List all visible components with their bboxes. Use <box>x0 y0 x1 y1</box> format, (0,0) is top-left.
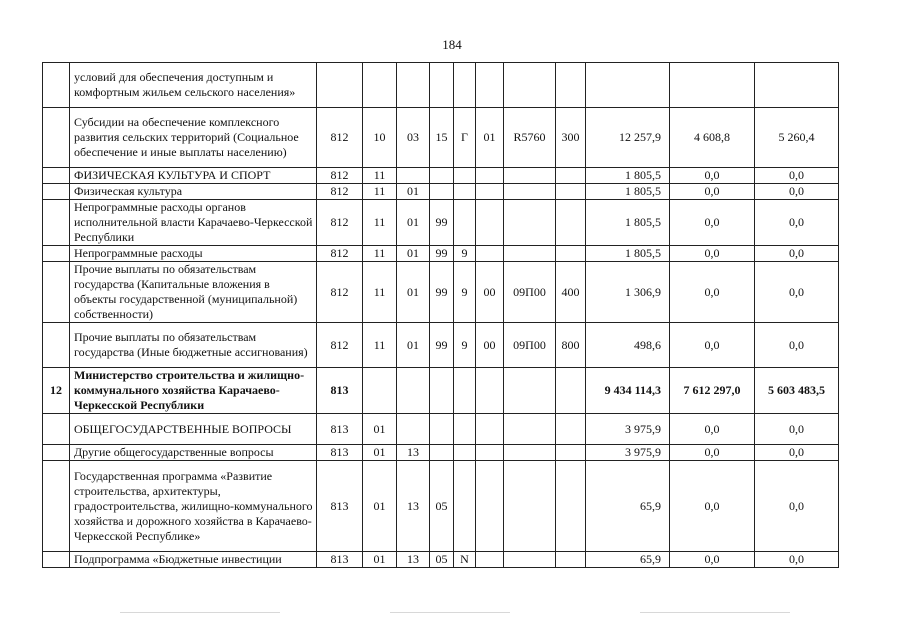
cell-c4 <box>430 414 454 445</box>
cell-c6: 01 <box>476 108 504 168</box>
cell-c7: 09П00 <box>504 262 556 323</box>
cell-c4 <box>430 184 454 200</box>
cell-v1: 12 257,9 <box>586 108 670 168</box>
cell-c6: 00 <box>476 262 504 323</box>
cell-c3: 13 <box>397 552 430 568</box>
cell-v3 <box>755 63 839 108</box>
scan-artifact-line-left <box>120 612 280 613</box>
cell-v2: 0,0 <box>670 445 755 461</box>
cell-c5: 9 <box>454 246 476 262</box>
cell-c6 <box>476 184 504 200</box>
cell-c7 <box>504 368 556 414</box>
cell-c8 <box>556 445 586 461</box>
cell-c8 <box>556 461 586 552</box>
cell-c5 <box>454 414 476 445</box>
cell-c3: 13 <box>397 461 430 552</box>
cell-num <box>43 246 70 262</box>
cell-c4: 05 <box>430 552 454 568</box>
cell-c8 <box>556 63 586 108</box>
cell-name: Непрограммные расходы органов исполнительной власти Карачаево-Черкесской Республики <box>70 200 317 246</box>
cell-c2: 11 <box>363 200 397 246</box>
cell-name: Подпрограмма «Бюджетные инвестиции <box>70 552 317 568</box>
cell-num <box>43 552 70 568</box>
cell-c7: R5760 <box>504 108 556 168</box>
cell-c5 <box>454 168 476 184</box>
cell-c3 <box>397 168 430 184</box>
cell-c6 <box>476 461 504 552</box>
cell-num <box>43 63 70 108</box>
cell-num <box>43 414 70 445</box>
cell-c6: 00 <box>476 323 504 368</box>
cell-c2 <box>363 63 397 108</box>
cell-c5 <box>454 200 476 246</box>
cell-c4 <box>430 368 454 414</box>
cell-v2: 0,0 <box>670 168 755 184</box>
cell-c8: 300 <box>556 108 586 168</box>
cell-c1: 813 <box>317 414 363 445</box>
cell-c5 <box>454 445 476 461</box>
cell-c8 <box>556 200 586 246</box>
cell-c3: 01 <box>397 200 430 246</box>
cell-c8 <box>556 368 586 414</box>
cell-num <box>43 262 70 323</box>
cell-v2: 0,0 <box>670 246 755 262</box>
budget-table <box>42 62 839 568</box>
cell-name: условий для обеспечения доступным и комфортным жильем сельского населения» <box>70 63 317 108</box>
cell-c3: 01 <box>397 323 430 368</box>
cell-c4 <box>430 168 454 184</box>
cell-v3: 0,0 <box>755 414 839 445</box>
cell-v2 <box>670 63 755 108</box>
cell-c4: 99 <box>430 323 454 368</box>
cell-c3: 03 <box>397 108 430 168</box>
cell-v2: 0,0 <box>670 414 755 445</box>
cell-num <box>43 461 70 552</box>
cell-v1: 9 434 114,3 <box>586 368 670 414</box>
cell-c6 <box>476 200 504 246</box>
cell-c1: 812 <box>317 168 363 184</box>
cell-c2: 01 <box>363 414 397 445</box>
cell-v2: 0,0 <box>670 323 755 368</box>
table-row <box>43 200 839 246</box>
table-row <box>43 108 839 168</box>
cell-c7 <box>504 461 556 552</box>
cell-v3: 0,0 <box>755 461 839 552</box>
scan-artifact-line-mid <box>390 612 510 613</box>
cell-c3 <box>397 368 430 414</box>
cell-v2: 0,0 <box>670 184 755 200</box>
cell-c3: 01 <box>397 262 430 323</box>
cell-c3: 13 <box>397 445 430 461</box>
cell-c8: 800 <box>556 323 586 368</box>
cell-c5 <box>454 63 476 108</box>
cell-v3: 0,0 <box>755 168 839 184</box>
cell-c5 <box>454 184 476 200</box>
cell-v3: 0,0 <box>755 184 839 200</box>
cell-c1: 813 <box>317 461 363 552</box>
cell-v1: 3 975,9 <box>586 445 670 461</box>
cell-c7 <box>504 414 556 445</box>
cell-c7 <box>504 445 556 461</box>
cell-c4 <box>430 63 454 108</box>
cell-v2: 0,0 <box>670 461 755 552</box>
scan-artifact-line-right <box>640 612 790 613</box>
cell-name: Министерство строительства и жилищно-коммунального хозяйства Карачаево-Черкесской Республики <box>70 368 317 414</box>
page-number: 184 <box>442 37 462 52</box>
cell-c2: 01 <box>363 461 397 552</box>
cell-c1: 812 <box>317 108 363 168</box>
cell-c8 <box>556 168 586 184</box>
cell-c1: 812 <box>317 200 363 246</box>
cell-c4: 99 <box>430 262 454 323</box>
cell-name: Непрограммные расходы <box>70 246 317 262</box>
cell-v3: 0,0 <box>755 323 839 368</box>
cell-v3: 0,0 <box>755 262 839 323</box>
cell-v1: 1 805,5 <box>586 184 670 200</box>
cell-c7 <box>504 246 556 262</box>
cell-c4: 05 <box>430 461 454 552</box>
table-row <box>43 414 839 445</box>
table-row <box>43 246 839 262</box>
cell-c1: 812 <box>317 323 363 368</box>
cell-v1: 1 306,9 <box>586 262 670 323</box>
table-row <box>43 63 839 108</box>
cell-c3 <box>397 63 430 108</box>
cell-c2: 01 <box>363 552 397 568</box>
cell-num: 12 <box>43 368 70 414</box>
cell-c8 <box>556 414 586 445</box>
cell-v1: 1 805,5 <box>586 246 670 262</box>
cell-c2: 11 <box>363 246 397 262</box>
cell-name: ОБЩЕГОСУДАРСТВЕННЫЕ ВОПРОСЫ <box>70 414 317 445</box>
table-row <box>43 323 839 368</box>
cell-c6 <box>476 445 504 461</box>
table-row <box>43 168 839 184</box>
cell-v1: 1 805,5 <box>586 200 670 246</box>
cell-c2: 10 <box>363 108 397 168</box>
cell-v3: 0,0 <box>755 552 839 568</box>
cell-c7 <box>504 552 556 568</box>
cell-c6 <box>476 552 504 568</box>
cell-v2: 0,0 <box>670 200 755 246</box>
cell-c2: 11 <box>363 262 397 323</box>
cell-v2: 7 612 297,0 <box>670 368 755 414</box>
cell-c1 <box>317 63 363 108</box>
cell-c8 <box>556 246 586 262</box>
cell-c6 <box>476 246 504 262</box>
cell-c1: 813 <box>317 368 363 414</box>
cell-v1: 1 805,5 <box>586 168 670 184</box>
cell-c6 <box>476 63 504 108</box>
cell-c3: 01 <box>397 184 430 200</box>
cell-c5: Г <box>454 108 476 168</box>
cell-c1: 813 <box>317 445 363 461</box>
cell-name: Прочие выплаты по обязательствам государства (Иные бюджетные ассигнования) <box>70 323 317 368</box>
cell-name: Субсидии на обеспечение комплексного развития сельских территорий (Социальное обеспечение и иные выплаты населению) <box>70 108 317 168</box>
cell-v3: 0,0 <box>755 200 839 246</box>
cell-c5: 9 <box>454 323 476 368</box>
cell-c8: 400 <box>556 262 586 323</box>
cell-name: ФИЗИЧЕСКАЯ КУЛЬТУРА И СПОРТ <box>70 168 317 184</box>
cell-num <box>43 108 70 168</box>
cell-c1: 812 <box>317 262 363 323</box>
cell-c1: 812 <box>317 184 363 200</box>
table-row <box>43 461 839 552</box>
cell-num <box>43 184 70 200</box>
table-row <box>43 184 839 200</box>
cell-c6 <box>476 414 504 445</box>
cell-name: Государственная программа «Развитие строительства, архитектуры, градостроительства, жилищно-коммунального хозяйства и дорожного хозяйства в Карачаево-Черкесской Республике» <box>70 461 317 552</box>
cell-name: Физическая культура <box>70 184 317 200</box>
table-row <box>43 262 839 323</box>
cell-v1: 498,6 <box>586 323 670 368</box>
cell-v1 <box>586 63 670 108</box>
cell-c6 <box>476 168 504 184</box>
cell-c2: 11 <box>363 323 397 368</box>
cell-c4: 99 <box>430 200 454 246</box>
cell-c7 <box>504 63 556 108</box>
cell-name: Прочие выплаты по обязательствам государства (Капитальные вложения в объекты государственной (муниципальной) собственности) <box>70 262 317 323</box>
cell-num <box>43 168 70 184</box>
table-row <box>43 445 839 461</box>
cell-c4: 99 <box>430 246 454 262</box>
cell-c1: 812 <box>317 246 363 262</box>
cell-v3: 5 260,4 <box>755 108 839 168</box>
cell-c5: 9 <box>454 262 476 323</box>
table-row <box>43 368 839 414</box>
cell-c3 <box>397 414 430 445</box>
cell-v1: 65,9 <box>586 461 670 552</box>
cell-c2 <box>363 368 397 414</box>
cell-c2: 11 <box>363 168 397 184</box>
cell-v2: 0,0 <box>670 552 755 568</box>
cell-v3: 5 603 483,5 <box>755 368 839 414</box>
cell-num <box>43 445 70 461</box>
cell-c6 <box>476 368 504 414</box>
cell-c2: 11 <box>363 184 397 200</box>
cell-c5: N <box>454 552 476 568</box>
cell-v3: 0,0 <box>755 445 839 461</box>
cell-c7 <box>504 200 556 246</box>
cell-c1: 813 <box>317 552 363 568</box>
cell-c2: 01 <box>363 445 397 461</box>
cell-c8 <box>556 184 586 200</box>
cell-c5 <box>454 461 476 552</box>
table-row <box>43 552 839 568</box>
cell-name: Другие общегосударственные вопросы <box>70 445 317 461</box>
cell-c8 <box>556 552 586 568</box>
cell-v3: 0,0 <box>755 246 839 262</box>
cell-c4: 15 <box>430 108 454 168</box>
cell-num <box>43 323 70 368</box>
cell-c3: 01 <box>397 246 430 262</box>
cell-v2: 4 608,8 <box>670 108 755 168</box>
cell-v1: 65,9 <box>586 552 670 568</box>
cell-c7: 09П00 <box>504 323 556 368</box>
cell-v1: 3 975,9 <box>586 414 670 445</box>
cell-c4 <box>430 445 454 461</box>
cell-c7 <box>504 168 556 184</box>
cell-v2: 0,0 <box>670 262 755 323</box>
cell-c7 <box>504 184 556 200</box>
cell-c5 <box>454 368 476 414</box>
cell-num <box>43 200 70 246</box>
